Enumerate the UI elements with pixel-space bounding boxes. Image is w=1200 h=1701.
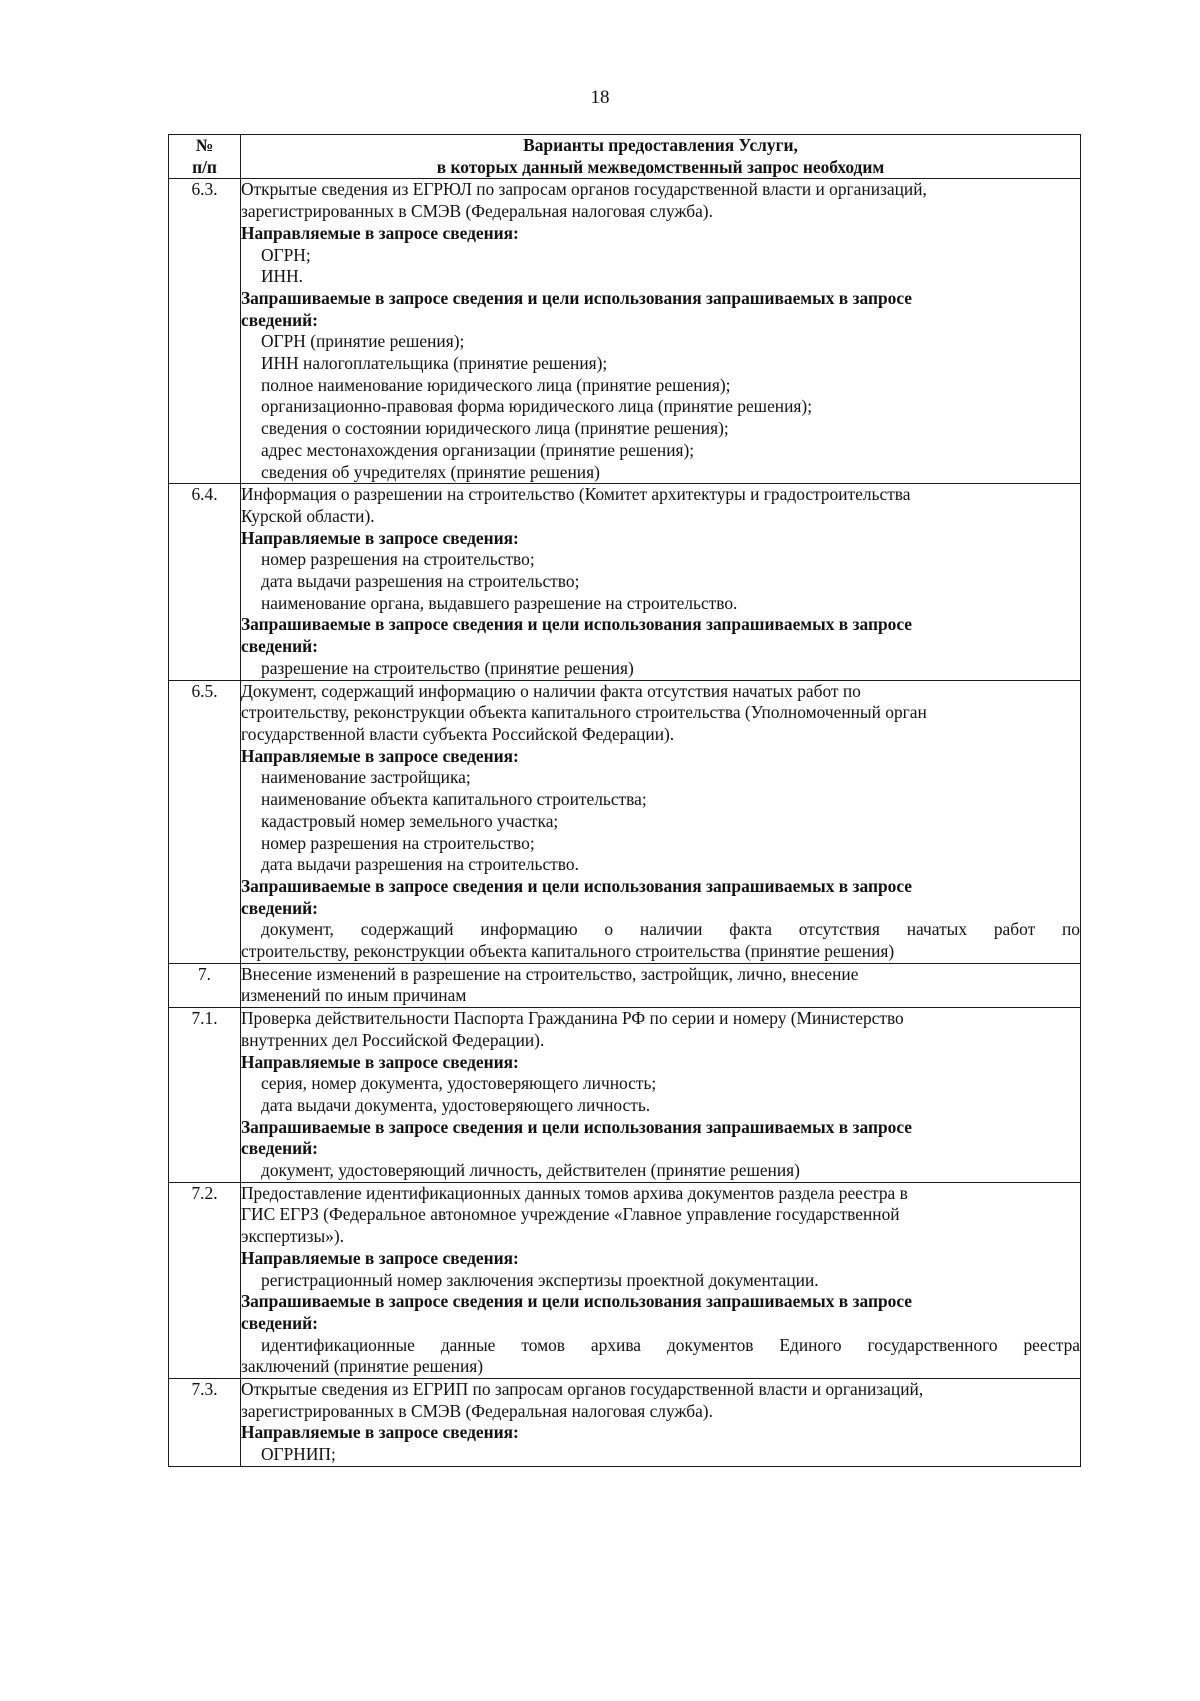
table-row (169, 484, 1081, 680)
list-item: ОГРН (принятие решения); (261, 331, 465, 352)
content-line: Предоставление идентификационных данных томов архива документов раздела реестра в (241, 1182, 908, 1203)
content-line: строительству, реконструкции объекта капитального строительства (Уполномоченный орган (241, 702, 927, 723)
content-line: Открытые сведения из ЕГРЮЛ по запросам органов государственной власти и организаций, (241, 179, 927, 200)
list-item: наименование объекта капитального строительства; (261, 789, 647, 810)
list-item: кадастровый номер земельного участка; (261, 810, 559, 831)
header-variants-line2: в которых данный межведомственный запрос необходим (436, 156, 885, 177)
table-row (169, 963, 1081, 1007)
content-line: Документ, содержащий информацию о наличии факта отсутствия начатых работ по (241, 680, 861, 701)
header-number-abbr: п/п (192, 156, 217, 177)
row-content (241, 1008, 1081, 1183)
list-item: регистрационный номер заключения экспертизы проектной документации. (261, 1269, 819, 1290)
section-heading: Направляемые в запросе сведения: (241, 1422, 519, 1443)
section-heading: Направляемые в запросе сведения: (241, 1247, 519, 1268)
section-heading: сведений: (241, 309, 318, 330)
list-item: дата выдачи документа, удостоверяющего личность. (261, 1094, 651, 1115)
list-item: сведения об учредителях (принятие решения) (261, 461, 600, 482)
content-line: экспертизы»). (241, 1226, 344, 1247)
table-row (169, 1182, 1081, 1378)
list-item: дата выдачи разрешения на строительство; (261, 571, 580, 592)
content-line: зарегистрированных в СМЭВ (Федеральная налоговая служба). (241, 1400, 713, 1421)
row-number: 7.1. (169, 1008, 241, 1183)
section-heading: Направляемые в запросе сведения: (241, 1051, 519, 1072)
header-variants-line1: Варианты предоставления Услуги, (523, 135, 798, 155)
section-heading: сведений: (241, 636, 318, 657)
requests-table (168, 134, 1081, 1467)
header-number-symbol: № (195, 135, 214, 155)
row-content (241, 963, 1081, 1007)
list-item: разрешение на строительство (принятие решения) (261, 657, 634, 678)
content-line: государственной власти субъекта Российской Федерации). (241, 723, 675, 744)
row-content (241, 1182, 1081, 1378)
row-content (241, 680, 1081, 963)
row-number: 6.5. (169, 680, 241, 963)
section-heading: сведений: (241, 1138, 318, 1159)
list-item: сведения о состоянии юридического лица (принятие решения); (261, 418, 729, 439)
list-item: организационно-правовая форма юридического лица (принятие решения); (261, 396, 813, 417)
list-item: ИНН. (261, 266, 304, 287)
section-heading: Запрашиваемые в запросе сведения и цели использования запрашиваемых в запросе (241, 1116, 913, 1137)
list-item: документ, содержащий информацию о наличии факта отсутствия начатых работ по (261, 919, 1080, 940)
content-line: Внесение изменений в разрешение на строительство, застройщик, лично, внесение (241, 963, 859, 984)
row-content (241, 179, 1081, 484)
header-variants-column (241, 135, 1081, 179)
list-item: полное наименование юридического лица (принятие решения); (261, 374, 731, 395)
section-heading: Направляемые в запросе сведения: (241, 745, 519, 766)
section-heading: сведений: (241, 897, 318, 918)
content-line: Проверка действительности Паспорта Гражданина РФ по серии и номеру (Министерство (241, 1008, 904, 1029)
content-line: Курской области). (241, 505, 375, 526)
list-item: идентификационные данные томов архива документов Единого государственного реестра (261, 1334, 1080, 1355)
section-heading: сведений: (241, 1312, 318, 1333)
row-number: 7. (169, 963, 241, 1007)
content-line: ГИС ЕГРЗ (Федеральное автономное учреждение «Главное управление государственной (241, 1204, 900, 1225)
content-line: заключений (принятие решения) (241, 1356, 484, 1377)
content-line: Информация о разрешении на строительство (Комитет архитектуры и градостроительства (241, 484, 911, 505)
header-number-column (169, 135, 241, 179)
content-line: изменений по иным причинам (241, 985, 467, 1006)
section-heading: Запрашиваемые в запросе сведения и цели использования запрашиваемых в запросе (241, 875, 913, 896)
list-item: серия, номер документа, удостоверяющего личность; (261, 1073, 657, 1094)
list-item: номер разрешения на строительство; (261, 549, 535, 570)
list-item: документ, удостоверяющий личность, действителен (принятие решения) (261, 1160, 800, 1181)
table-header-row (169, 135, 1081, 179)
row-number: 6.3. (169, 179, 241, 484)
section-heading: Запрашиваемые в запросе сведения и цели использования запрашиваемых в запросе (241, 614, 913, 635)
table-row (169, 680, 1081, 963)
list-item: наименование органа, выдавшего разрешение на строительство. (261, 592, 738, 613)
page-number: 18 (590, 87, 610, 108)
list-item: дата выдачи разрешения на строительство. (261, 854, 579, 875)
row-number: 6.4. (169, 484, 241, 680)
table-row (169, 1008, 1081, 1183)
list-item: адрес местонахождения организации (принятие решения); (261, 439, 695, 460)
content-line: Открытые сведения из ЕГРИП по запросам органов государственной власти и организаций, (241, 1379, 924, 1400)
list-item: ОГРНИП; (261, 1444, 336, 1465)
section-heading: Запрашиваемые в запросе сведения и цели использования запрашиваемых в запросе (241, 1291, 913, 1312)
section-heading: Направляемые в запросе сведения: (241, 222, 519, 243)
list-item: ИНН налогоплательщика (принятие решения); (261, 353, 608, 374)
row-number: 7.2. (169, 1182, 241, 1378)
row-content (241, 1379, 1081, 1467)
list-item: номер разрешения на строительство; (261, 832, 535, 853)
content-line: внутренних дел Российской Федерации). (241, 1029, 545, 1050)
content-line: строительству, реконструкции объекта капитального строительства (принятие решения) (241, 941, 895, 962)
section-heading: Запрашиваемые в запросе сведения и цели использования запрашиваемых в запросе (241, 287, 913, 308)
table-row (169, 179, 1081, 484)
table-row (169, 1379, 1081, 1467)
section-heading: Направляемые в запросе сведения: (241, 527, 519, 548)
row-number: 7.3. (169, 1379, 241, 1467)
list-item: наименование застройщика; (261, 767, 471, 788)
list-item: ОГРН; (261, 244, 311, 265)
table-body (169, 179, 1081, 1466)
content-line: зарегистрированных в СМЭВ (Федеральная налоговая служба). (241, 201, 713, 222)
row-content (241, 484, 1081, 680)
